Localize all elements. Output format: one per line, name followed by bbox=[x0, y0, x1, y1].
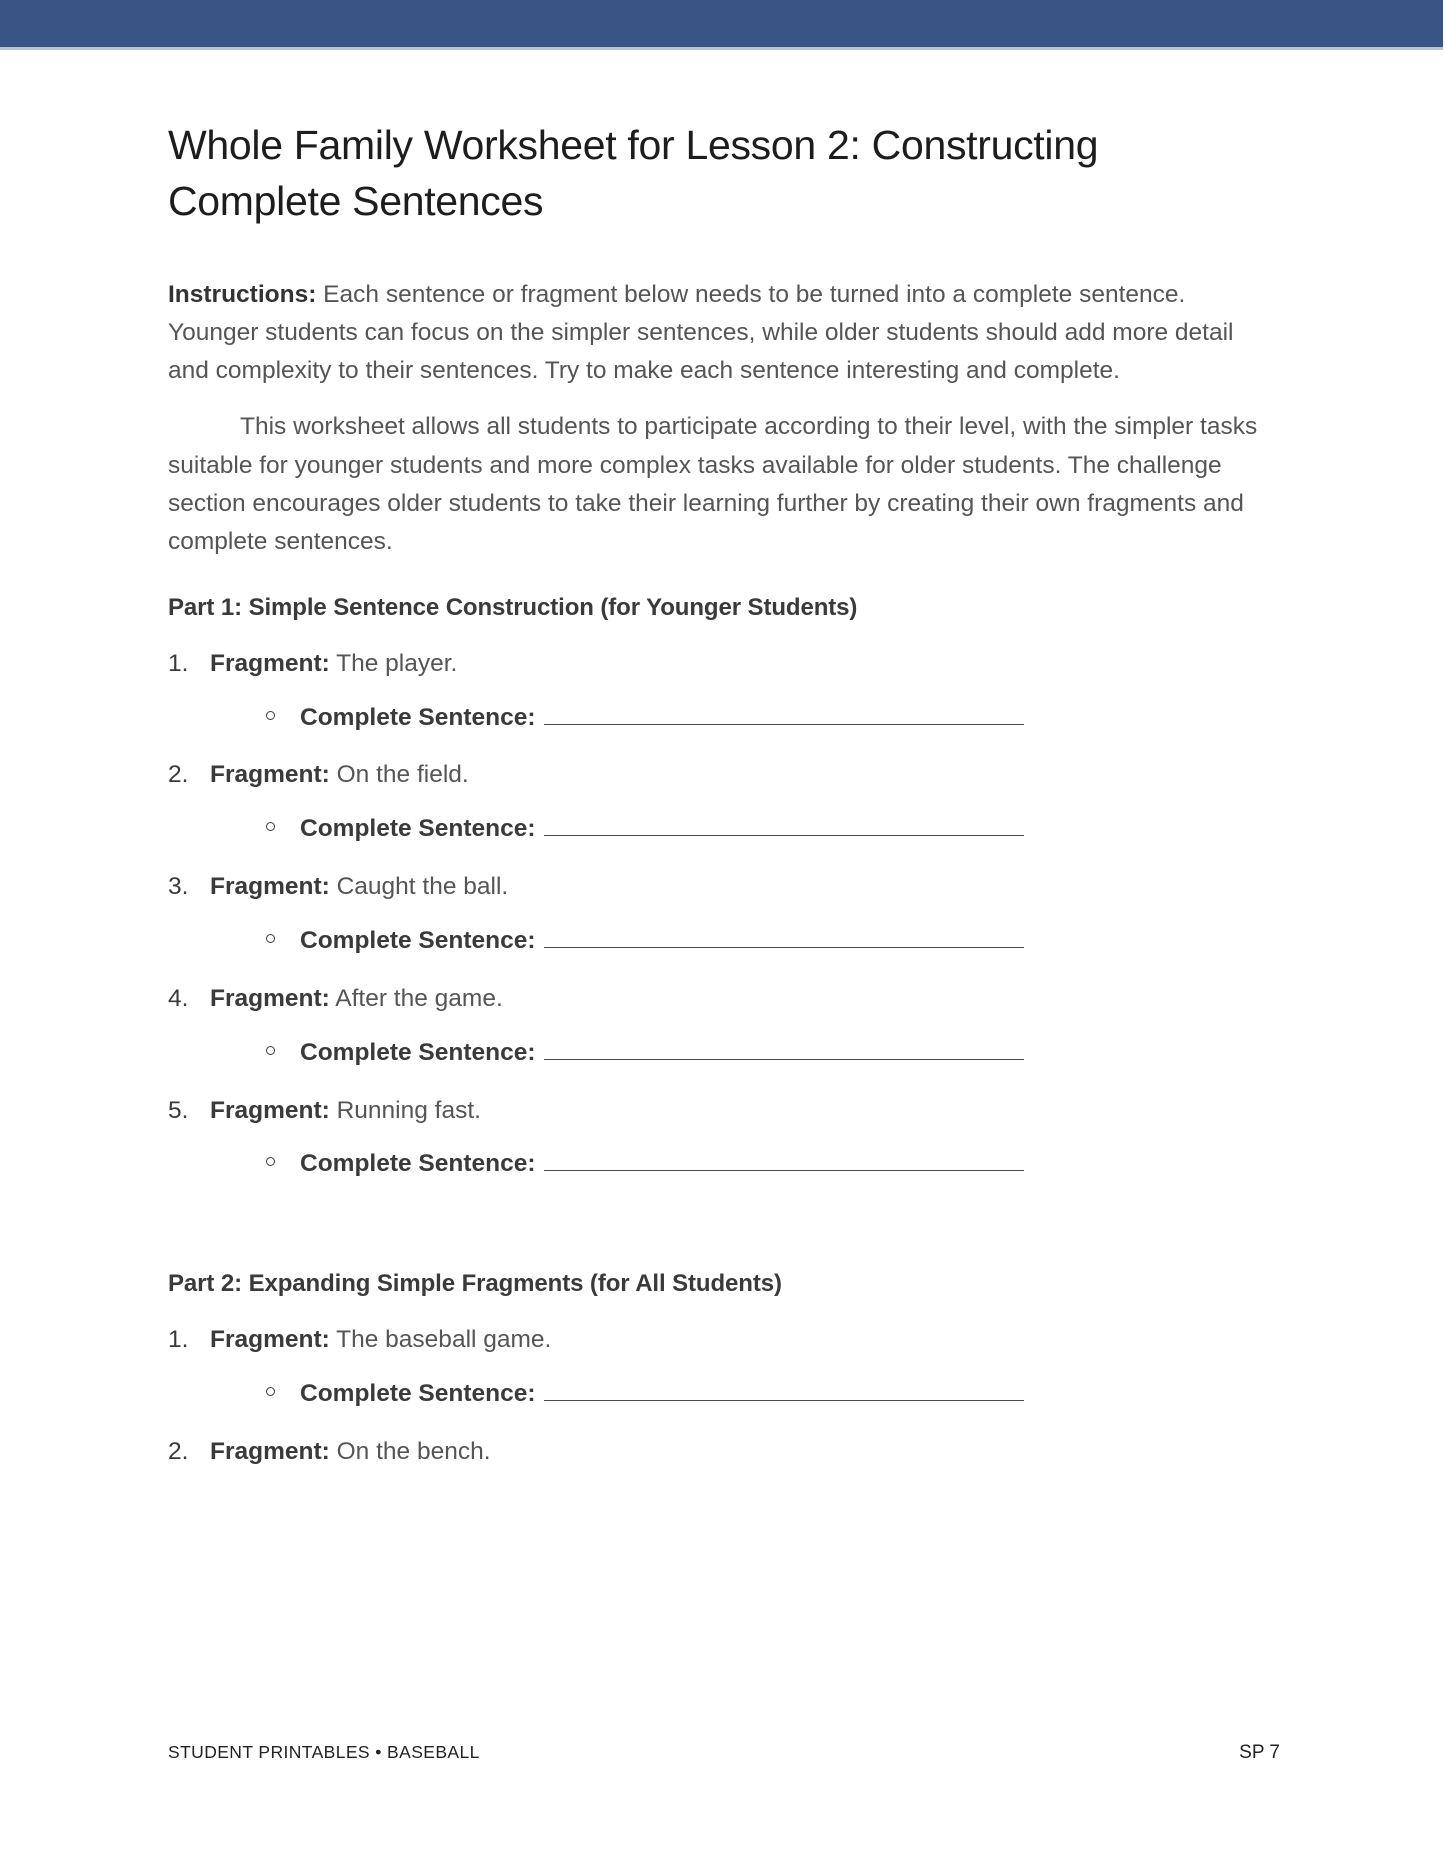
fragment-label: Fragment: bbox=[210, 984, 330, 1012]
answer-blank[interactable] bbox=[544, 1153, 1024, 1171]
footer-page-number: SP 7 bbox=[1239, 1742, 1280, 1763]
list-item bbox=[168, 1436, 1180, 1468]
fragment-row bbox=[168, 759, 1180, 791]
fragment-label: Fragment: bbox=[210, 1437, 330, 1465]
item-number: 4. bbox=[168, 984, 189, 1012]
item-number: 5. bbox=[168, 1096, 189, 1124]
complete-sentence-row bbox=[168, 1378, 1180, 1410]
complete-sentence-row bbox=[168, 813, 1180, 845]
instructions-paragraph bbox=[168, 276, 1258, 391]
hollow-circle-bullet-icon bbox=[266, 1046, 275, 1055]
complete-sentence-row bbox=[168, 925, 1180, 957]
list-item bbox=[168, 871, 1180, 957]
complete-sentence-row bbox=[168, 702, 1180, 734]
fragment-text: The player. bbox=[329, 649, 458, 677]
page-title: Whole Family Worksheet for Lesson 2: Constructing Complete Sentences bbox=[168, 122, 1099, 224]
list-item bbox=[168, 1324, 1180, 1410]
top-decorative-bar bbox=[0, 0, 1443, 47]
fragment-text: Running fast. bbox=[329, 1096, 481, 1124]
overview-paragraph: This worksheet allows all students to participate according to their level, with the simpler tasks suitable for younger students and more complex tasks available for older students. The challenge section encourages older students to take their learning further by creating their own fragments and complete sentences. bbox=[168, 413, 1258, 556]
fragment-label: Fragment: bbox=[210, 761, 330, 789]
fragment-text: The baseball game. bbox=[329, 1326, 552, 1354]
hollow-circle-bullet-icon bbox=[266, 822, 275, 831]
footer-series-label: STUDENT PRINTABLES • BASEBALL bbox=[168, 1742, 480, 1762]
list-item bbox=[168, 759, 1180, 845]
fragment-row bbox=[168, 871, 1180, 903]
complete-sentence-label: Complete Sentence: bbox=[300, 1380, 536, 1408]
fragment-text: On the bench. bbox=[329, 1437, 491, 1465]
list-item bbox=[168, 648, 1180, 734]
item-number: 1. bbox=[168, 649, 189, 677]
worksheet-page bbox=[0, 50, 1445, 1869]
fragment-row bbox=[168, 1324, 1180, 1356]
complete-sentence-label: Complete Sentence: bbox=[300, 703, 536, 731]
fragment-text: Caught the ball. bbox=[329, 873, 509, 901]
page-footer bbox=[168, 1742, 1280, 1764]
answer-blank[interactable] bbox=[544, 818, 1024, 836]
complete-sentence-label: Complete Sentence: bbox=[300, 1038, 536, 1066]
complete-sentence-label: Complete Sentence: bbox=[300, 1150, 536, 1178]
item-number: 2. bbox=[168, 1437, 189, 1465]
item-number: 1. bbox=[168, 1326, 189, 1354]
answer-blank[interactable] bbox=[544, 707, 1024, 725]
part1-list bbox=[168, 648, 1180, 1180]
item-number: 2. bbox=[168, 761, 189, 789]
hollow-circle-bullet-icon bbox=[266, 711, 275, 720]
item-number: 3. bbox=[168, 873, 189, 901]
instructions-label: Instructions: bbox=[168, 280, 317, 308]
fragment-label: Fragment: bbox=[210, 1326, 330, 1354]
part2-heading: Part 2: Expanding Simple Fragments (for All Students) bbox=[168, 1270, 782, 1298]
fragment-label: Fragment: bbox=[210, 1096, 330, 1124]
fragment-label: Fragment: bbox=[210, 873, 330, 901]
instructions-body: Each sentence or fragment below needs to be turned into a complete sentence. Younger students can focus on the simpler sentences, while older students should add more detail and complexity to their sentences. Try to make each sentence interesting and complete. bbox=[168, 280, 1234, 385]
section-spacer bbox=[168, 1180, 1180, 1238]
fragment-row bbox=[168, 1095, 1180, 1127]
fragment-text: On the field. bbox=[329, 761, 469, 789]
hollow-circle-bullet-icon bbox=[266, 934, 275, 943]
answer-blank[interactable] bbox=[544, 1042, 1024, 1060]
fragment-row bbox=[168, 983, 1180, 1015]
complete-sentence-row bbox=[168, 1148, 1180, 1180]
fragment-text: After the game. bbox=[329, 984, 503, 1012]
complete-sentence-label: Complete Sentence: bbox=[300, 927, 536, 955]
answer-blank[interactable] bbox=[544, 930, 1024, 948]
complete-sentence-row bbox=[168, 1037, 1180, 1069]
list-item bbox=[168, 1095, 1180, 1181]
complete-sentence-label: Complete Sentence: bbox=[300, 815, 536, 843]
fragment-label: Fragment: bbox=[210, 649, 330, 677]
fragment-row bbox=[168, 648, 1180, 680]
list-item bbox=[168, 983, 1180, 1069]
page-content bbox=[168, 118, 1258, 1468]
hollow-circle-bullet-icon bbox=[266, 1387, 275, 1396]
part2-list bbox=[168, 1324, 1180, 1468]
answer-blank[interactable] bbox=[544, 1383, 1024, 1401]
fragment-row bbox=[168, 1436, 1180, 1468]
hollow-circle-bullet-icon bbox=[266, 1157, 275, 1166]
part1-heading: Part 1: Simple Sentence Construction (for Younger Students) bbox=[168, 593, 858, 621]
